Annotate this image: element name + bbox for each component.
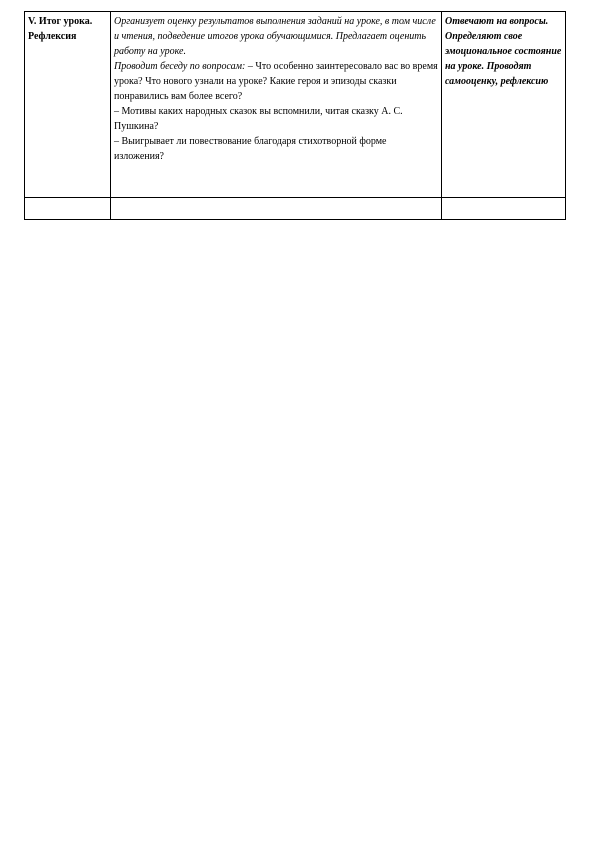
lesson-table [24, 11, 566, 220]
empty-cell-2 [111, 198, 442, 220]
teacher-intro-text: Организует оценку результатов выполнения заданий на уроке, в том числе и чтения, подведение итогов урока обучающимися. Предлагает оценить работу на уроке. [114, 16, 436, 57]
question-1: – Что особенно заинтересовало вас во время урока? Что нового узнали на уроке? Какие героя и эпизоды сказки понравились вам более всего? [114, 61, 438, 102]
question-3: – Выигрывает ли повествование благодаря стихотворной форме изложения? [114, 136, 387, 162]
stage-title: V. Итог урока. [28, 16, 93, 27]
conversation-label: Проводит беседу по вопросам: [114, 61, 246, 72]
student-activity-text: Отвечают на вопросы. Определяют свое эмоциональное состояние на уроке. Проводят самооценку, рефлексию [445, 16, 562, 87]
teacher-activity-cell [111, 12, 442, 198]
question-2: – Мотивы каких народных сказок вы вспомнили, читая сказку А. С. Пушкина? [114, 106, 403, 132]
empty-cell-1 [25, 198, 111, 220]
empty-cell-3 [442, 198, 566, 220]
table-row-empty [25, 198, 566, 220]
stage-subtitle: Рефлексия [28, 31, 77, 42]
student-activity-cell [442, 12, 566, 198]
table-row-reflection [25, 12, 566, 198]
stage-cell [25, 12, 111, 198]
